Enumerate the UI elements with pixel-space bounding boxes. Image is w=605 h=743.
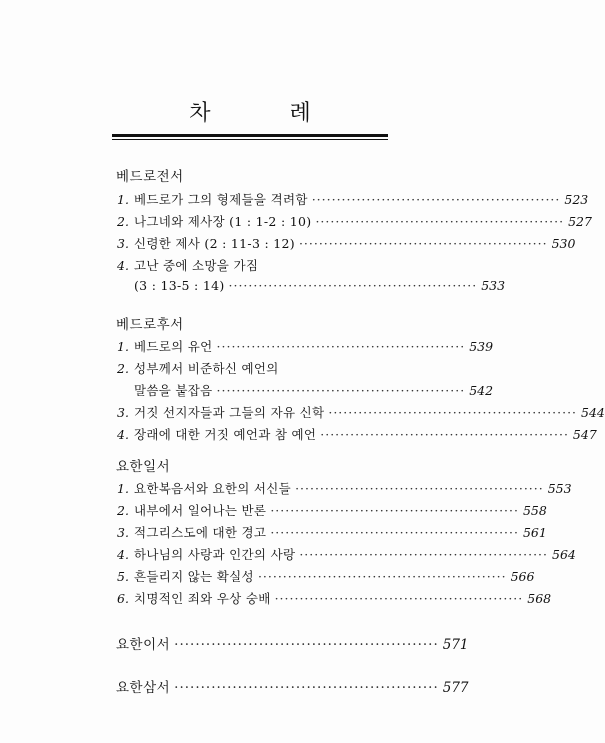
toc-entry[interactable] — [117, 190, 589, 208]
leader-dots: ·················································· — [274, 591, 524, 606]
toc-entry[interactable] — [117, 212, 592, 230]
entry-number: 1. — [117, 192, 129, 207]
page-title: 차 례 — [189, 101, 347, 126]
entry-page: 566 — [510, 569, 535, 584]
entry-number: 2. — [117, 503, 129, 518]
toc-entry[interactable] — [117, 359, 389, 377]
toc-entry[interactable] — [117, 479, 572, 497]
leader-dots: ·················································· — [216, 339, 466, 354]
entry-title: 성부께서 비준하신 예언의 — [134, 361, 279, 376]
entry-page: 530 — [551, 236, 576, 251]
leader-dots: ·················································· — [298, 236, 548, 251]
toc-entry[interactable] — [117, 589, 552, 607]
leader-dots: ·················································· — [299, 547, 548, 562]
entry-page: 561 — [522, 525, 547, 540]
entry-number: 1. — [117, 481, 129, 496]
section-title-2-peter: 베드로후서 — [116, 317, 184, 333]
entry-number: 2. — [117, 214, 129, 229]
toc-entry[interactable] — [117, 425, 597, 443]
toc-section-entry-3-john[interactable] — [116, 676, 469, 696]
entry-page: 571 — [442, 637, 469, 653]
section-title-2-john: 요한이서 — [116, 637, 171, 653]
entry-title: 적그리스도에 대한 경고 — [134, 525, 267, 540]
entry-title: 치명적인 죄와 우상 숭배 — [134, 591, 271, 606]
leader-dots: ·················································· — [320, 427, 569, 442]
leader-dots: ·················································· — [228, 278, 478, 293]
entry-number: 3. — [117, 525, 129, 540]
leader-dots: ·················································· — [174, 680, 439, 696]
entry-page: 533 — [481, 278, 506, 293]
toc-section-entry-2-john[interactable] — [116, 633, 469, 653]
entry-title: (3 : 13-5 : 14) — [134, 278, 225, 293]
leader-dots: ·················································· — [295, 481, 544, 496]
toc-entry[interactable] — [117, 545, 576, 563]
toc-entry[interactable] — [117, 234, 576, 252]
entry-page: 564 — [552, 547, 576, 562]
entry-number: 4. — [117, 427, 129, 442]
toc-entry[interactable] — [117, 403, 605, 421]
entry-title: 장래에 대한 거짓 예언과 참 예언 — [134, 427, 317, 442]
leader-dots: ·················································· — [216, 383, 466, 398]
entry-title: 거짓 선지자들과 그들의 자유 신학 — [134, 405, 325, 420]
title-rule-thin — [112, 139, 388, 140]
entry-page: 558 — [522, 503, 547, 518]
entry-title: 요한복음서와 요한의 서신들 — [134, 481, 292, 496]
entry-number: 4. — [117, 258, 129, 273]
entry-page: 553 — [547, 481, 572, 496]
entry-number: 4. — [117, 547, 129, 562]
toc-entry-continuation[interactable] — [117, 381, 494, 399]
leader-dots: ·················································· — [328, 405, 578, 420]
entry-number: 3. — [117, 405, 129, 420]
entry-title: 베드로가 그의 형제들을 격려함 — [134, 192, 308, 207]
entry-page: 523 — [564, 192, 589, 207]
leader-dots: ·················································· — [270, 503, 519, 518]
entry-title: 신령한 제사 (2 : 11-3 : 12) — [134, 236, 295, 251]
leader-dots: ·················································· — [257, 569, 507, 584]
entry-number: 6. — [117, 591, 129, 606]
entry-title: 내부에서 일어나는 반론 — [134, 503, 267, 518]
leader-dots: ·················································· — [315, 214, 565, 229]
entry-title: 나그네와 제사장 (1 : 1-2 : 10) — [134, 214, 312, 229]
entry-page: 527 — [568, 214, 592, 229]
entry-title: 베드로의 유언 — [134, 339, 213, 354]
entry-page: 539 — [469, 339, 494, 354]
entry-title: 말씀을 붙잡음 — [134, 383, 213, 398]
entry-page: 542 — [469, 383, 494, 398]
entry-title: 고난 중에 소망을 가짐 — [134, 258, 259, 273]
section-title-3-john: 요한삼서 — [116, 680, 171, 696]
toc-entry[interactable] — [117, 523, 547, 541]
entry-number: 2. — [117, 361, 129, 376]
entry-number: 5. — [117, 569, 129, 584]
entry-title: 하나님의 사랑과 인간의 사랑 — [134, 547, 296, 562]
leader-dots: ·················································· — [270, 525, 519, 540]
entry-title: 흔들리지 않는 확실성 — [134, 569, 254, 584]
title-rule-thick — [112, 134, 388, 137]
toc-entry[interactable] — [117, 256, 389, 274]
entry-number: 3. — [117, 236, 129, 251]
leader-dots: ·················································· — [311, 192, 561, 207]
toc-entry-continuation[interactable] — [117, 278, 506, 296]
entry-number: 1. — [117, 339, 129, 354]
entry-page: 544 — [581, 405, 605, 420]
leader-dots: ·················································· — [174, 637, 439, 653]
entry-page: 568 — [527, 591, 552, 606]
toc-entry[interactable] — [117, 567, 535, 585]
toc-entry[interactable] — [117, 501, 547, 519]
toc-entry[interactable] — [117, 337, 494, 355]
entry-page: 577 — [442, 680, 469, 696]
section-title-1-john: 요한일서 — [116, 459, 171, 475]
entry-page: 547 — [572, 427, 597, 442]
section-title-1-peter: 베드로전서 — [116, 169, 184, 185]
